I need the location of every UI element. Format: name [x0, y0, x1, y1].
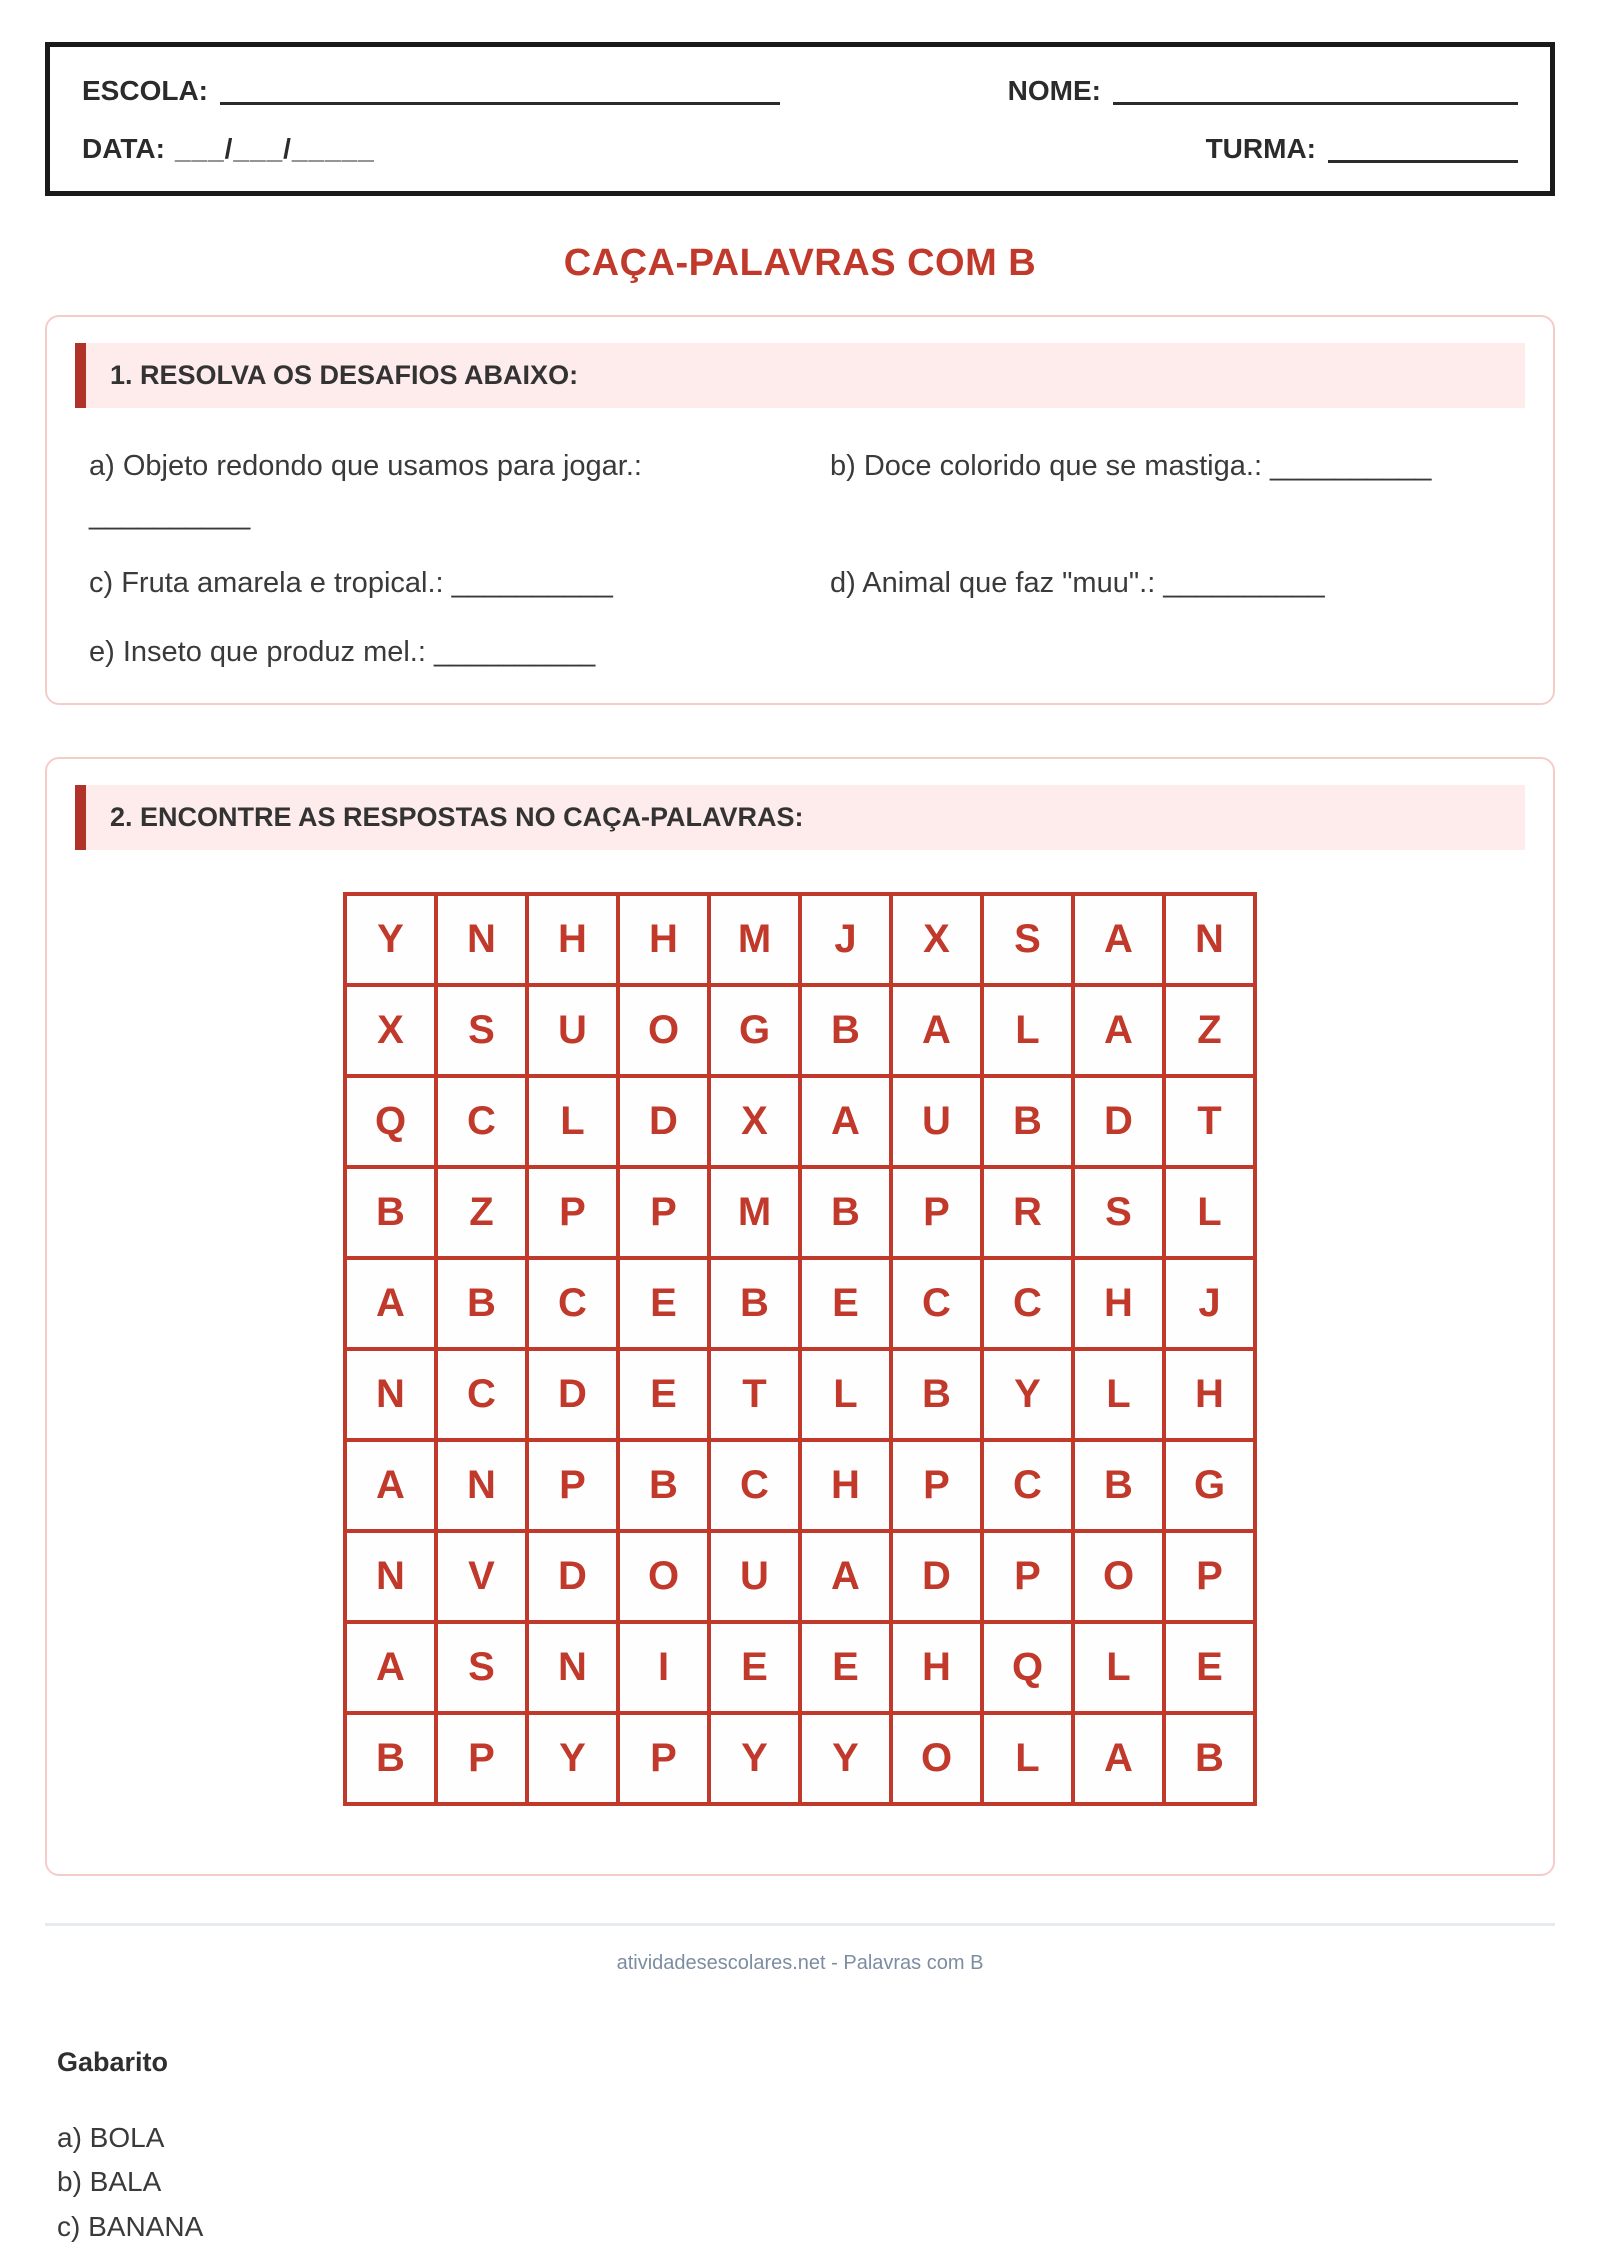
grid-cell: X — [709, 1076, 800, 1167]
answer-list — [57, 2120, 1555, 2245]
grid-cell: L — [1073, 1622, 1164, 1713]
answer-key-heading: Gabarito — [57, 2046, 169, 2077]
info-row-bottom — [82, 133, 1518, 165]
answer-item: c) BANANA — [57, 2210, 204, 2242]
grid-cell: S — [436, 985, 527, 1076]
grid-cell: H — [800, 1440, 891, 1531]
nome-blank-line — [1113, 102, 1518, 105]
escola-blank-line — [220, 102, 780, 105]
grid-cell: L — [527, 1076, 618, 1167]
grid-cell: N — [345, 1531, 436, 1622]
grid-row — [345, 1440, 1255, 1531]
grid-cell: X — [891, 894, 982, 985]
grid-cell: C — [436, 1349, 527, 1440]
grid-cell: G — [1164, 1440, 1255, 1531]
grid-cell: X — [345, 985, 436, 1076]
grid-cell: B — [345, 1167, 436, 1258]
data-field — [82, 133, 375, 165]
grid-row — [345, 1076, 1255, 1167]
answer-item: b) BALA — [57, 2166, 162, 2198]
grid-cell: A — [1073, 894, 1164, 985]
grid-cell: L — [1164, 1167, 1255, 1258]
grid-cell: B — [618, 1440, 709, 1531]
data-blank-slashes: ___/___/_____ — [174, 133, 375, 164]
grid-cell: B — [891, 1349, 982, 1440]
grid-cell: S — [1073, 1167, 1164, 1258]
grid-cell: C — [709, 1440, 800, 1531]
grid-cell: A — [891, 985, 982, 1076]
grid-cell: B — [982, 1076, 1073, 1167]
section-challenges — [45, 315, 1555, 705]
grid-cell: E — [800, 1622, 891, 1713]
grid-row — [345, 894, 1255, 985]
grid-cell: N — [436, 1440, 527, 1531]
answer-item: a) BOLA — [57, 2121, 165, 2153]
grid-cell: N — [436, 894, 527, 985]
grid-cell: O — [891, 1713, 982, 1804]
grid-cell: L — [800, 1349, 891, 1440]
grid-cell: B — [436, 1258, 527, 1349]
footer-divider — [45, 1923, 1555, 1926]
grid-row — [345, 1167, 1255, 1258]
grid-cell: Y — [709, 1713, 800, 1804]
grid-cell: C — [527, 1258, 618, 1349]
grid-cell: R — [982, 1167, 1073, 1258]
question-item: c) Fruta amarela e tropical.: __________ — [89, 567, 613, 600]
grid-cell: S — [982, 894, 1073, 985]
grid-cell: B — [709, 1258, 800, 1349]
grid-cell: N — [1164, 894, 1255, 985]
grid-cell: D — [527, 1349, 618, 1440]
nome-field — [1008, 75, 1518, 107]
grid-cell: P — [891, 1440, 982, 1531]
grid-cell: C — [436, 1076, 527, 1167]
grid-cell: A — [345, 1258, 436, 1349]
grid-cell: M — [709, 1167, 800, 1258]
turma-field — [1206, 133, 1518, 165]
grid-cell: C — [982, 1440, 1073, 1531]
questions-list — [75, 442, 1525, 677]
grid-cell: D — [1073, 1076, 1164, 1167]
nome-label: NOME: — [1007, 75, 1101, 106]
data-label: DATA: — [82, 133, 165, 164]
answer-key — [45, 2047, 1555, 2245]
grid-cell: U — [891, 1076, 982, 1167]
grid-cell: J — [1164, 1258, 1255, 1349]
grid-cell: D — [527, 1531, 618, 1622]
grid-cell: T — [709, 1349, 800, 1440]
grid-cell: I — [618, 1622, 709, 1713]
grid-cell: O — [1073, 1531, 1164, 1622]
grid-cell: P — [618, 1713, 709, 1804]
grid-cell: B — [800, 985, 891, 1076]
section-heading-challenges: 1. RESOLVA OS DESAFIOS ABAIXO: — [75, 343, 1525, 408]
question-item: e) Inseto que produz mel.: __________ — [89, 636, 596, 669]
grid-cell: G — [709, 985, 800, 1076]
grid-cell: L — [982, 985, 1073, 1076]
escola-field — [82, 75, 780, 107]
grid-cell: P — [436, 1713, 527, 1804]
turma-blank-line — [1328, 160, 1518, 163]
grid-cell: A — [800, 1076, 891, 1167]
grid-cell: U — [709, 1531, 800, 1622]
grid-cell: H — [1073, 1258, 1164, 1349]
question-item: a) Objeto redondo que usamos para jogar.: __________ — [89, 450, 642, 531]
grid-cell: P — [527, 1440, 618, 1531]
grid-row — [345, 1531, 1255, 1622]
grid-cell: O — [618, 985, 709, 1076]
grid-cell: J — [800, 894, 891, 985]
grid-cell: D — [891, 1531, 982, 1622]
grid-cell: A — [345, 1440, 436, 1531]
grid-cell: V — [436, 1531, 527, 1622]
grid-cell: E — [618, 1258, 709, 1349]
question-item: b) Doce colorido que se mastiga.: __________ — [830, 450, 1432, 482]
grid-cell: Z — [1164, 985, 1255, 1076]
grid-cell: E — [800, 1258, 891, 1349]
grid-cell: C — [891, 1258, 982, 1349]
grid-cell: Q — [982, 1622, 1073, 1713]
grid-cell: B — [1073, 1440, 1164, 1531]
grid-cell: Y — [345, 894, 436, 985]
grid-cell: B — [345, 1713, 436, 1804]
grid-cell: H — [527, 894, 618, 985]
grid-cell: H — [618, 894, 709, 985]
grid-cell: S — [436, 1622, 527, 1713]
grid-cell: Y — [527, 1713, 618, 1804]
student-info-box — [45, 42, 1555, 196]
grid-cell: E — [1164, 1622, 1255, 1713]
grid-cell: A — [1073, 985, 1164, 1076]
escola-label: ESCOLA: — [82, 75, 208, 106]
worksheet-title: CAÇA-PALAVRAS COM B — [563, 242, 1037, 284]
grid-cell: E — [618, 1349, 709, 1440]
grid-cell: O — [618, 1531, 709, 1622]
section-heading-wordsearch: 2. ENCONTRE AS RESPOSTAS NO CAÇA-PALAVRAS: — [75, 785, 1525, 850]
grid-cell: B — [800, 1167, 891, 1258]
wordsearch-grid-wrap — [75, 850, 1525, 1848]
grid-cell: C — [982, 1258, 1073, 1349]
grid-cell: Y — [982, 1349, 1073, 1440]
grid-cell: M — [709, 894, 800, 985]
grid-cell: L — [1073, 1349, 1164, 1440]
grid-cell: N — [345, 1349, 436, 1440]
grid-row — [345, 1622, 1255, 1713]
grid-row — [345, 1258, 1255, 1349]
wordsearch-grid — [343, 892, 1257, 1806]
grid-cell: P — [891, 1167, 982, 1258]
grid-cell: A — [800, 1531, 891, 1622]
section-wordsearch — [45, 757, 1555, 1876]
grid-cell: U — [527, 985, 618, 1076]
grid-cell: T — [1164, 1076, 1255, 1167]
grid-cell: P — [982, 1531, 1073, 1622]
turma-label: TURMA: — [1205, 133, 1316, 164]
grid-cell: P — [527, 1167, 618, 1258]
worksheet-page — [0, 42, 1600, 2245]
grid-cell: N — [527, 1622, 618, 1713]
grid-cell: E — [709, 1622, 800, 1713]
grid-row — [345, 1349, 1255, 1440]
grid-cell: Q — [345, 1076, 436, 1167]
grid-row — [345, 985, 1255, 1076]
footer-credit: atividadesescolares.net - Palavras com B — [616, 1951, 984, 1974]
grid-row — [345, 1713, 1255, 1804]
question-item: d) Animal que faz "muu".: __________ — [830, 567, 1325, 600]
grid-cell: A — [345, 1622, 436, 1713]
grid-cell: P — [618, 1167, 709, 1258]
grid-cell: L — [982, 1713, 1073, 1804]
grid-cell: A — [1073, 1713, 1164, 1804]
grid-cell: Z — [436, 1167, 527, 1258]
grid-cell: H — [891, 1622, 982, 1713]
grid-cell: P — [1164, 1531, 1255, 1622]
info-row-top — [82, 75, 1518, 107]
grid-cell: Y — [800, 1713, 891, 1804]
grid-cell: D — [618, 1076, 709, 1167]
grid-cell: H — [1164, 1349, 1255, 1440]
grid-cell: B — [1164, 1713, 1255, 1804]
